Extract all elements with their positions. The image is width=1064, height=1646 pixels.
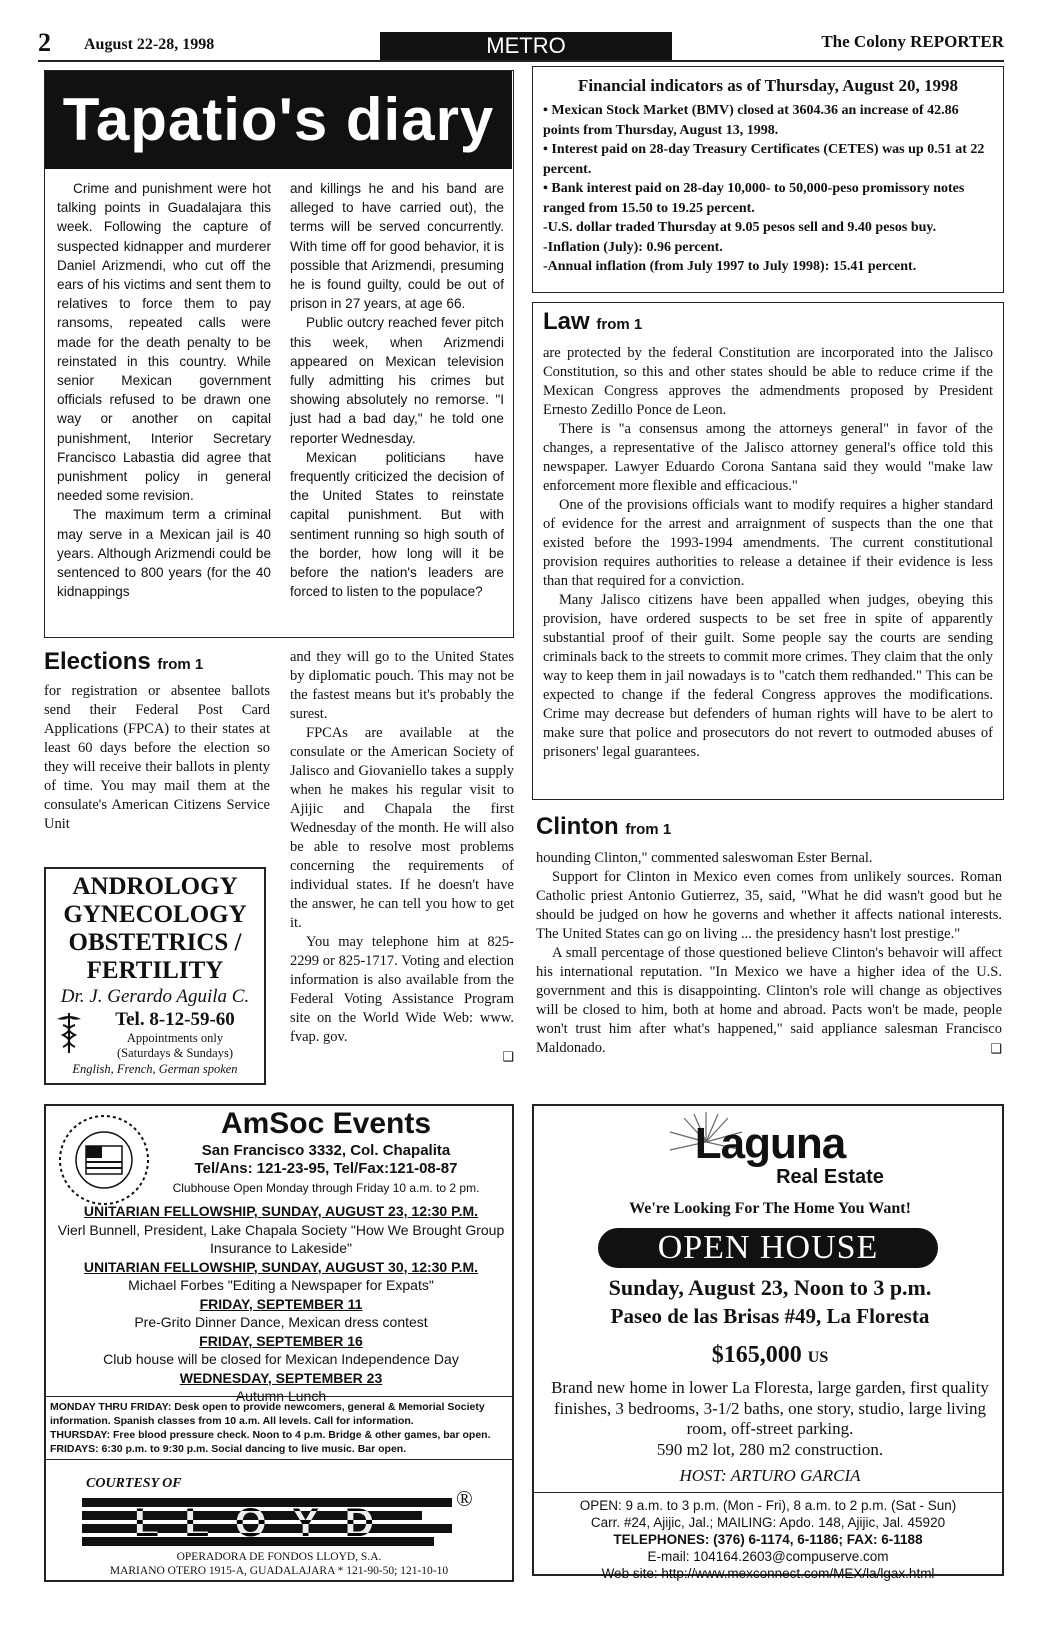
paragraph: for registration or absentee ballots send their Federal Post Card Applications (FPCA) to their states at least 60 days before the election so they will receive their ballots in plenty of time. You may mail them at the consulate's American Citizens Service Unit (44, 683, 270, 832)
lloyd-address: MARIANO OTERO 1915-A, GUADALAJARA * 121-90-50; 121-10-10 (109, 1565, 449, 1577)
open-house-where: Paseo de las Brisas #49, La Floresta (610, 1304, 930, 1328)
elections-column-2 (290, 648, 514, 1066)
financial-item: -U.S. dollar traded Thursday at 9.05 pesos sell and 9.40 pesos buy. (543, 220, 937, 235)
paper-name: The Colony REPORTER (821, 32, 1004, 51)
paragraph: Crime and punishment were hot talking points in Guadalajara this week. Following the capture of suspected kidnapper and murderer Daniel Arizmendi, who cut off the ears of his victims and sent them to relatives to force them to pay ransoms, repeated calls were made for the death penalty to be reinstated in this country. While senior Mexican government officials refused to be drawn one way or another on capital punishment, Interior Secretary Francisco Labastia did agree that punishment policy in general needed some revision. (57, 181, 271, 504)
elections-heading: Elections from 1 (44, 648, 204, 675)
event-desc: Autumn Lunch (235, 1388, 327, 1404)
office-email: E-mail: 104164.2603@compuserve.com (647, 1549, 889, 1564)
tapatio-column-2 (290, 179, 504, 601)
financial-indicators-box (532, 66, 1004, 293)
tapatio-title: Tapatio's diary (45, 71, 512, 169)
event-desc: Vierl Bunnell, President, Lake Chapala Society "How We Brought Group Insurance to Lakeside" (57, 1221, 505, 1256)
law-heading: Law from 1 (543, 308, 643, 335)
office-hours: OPEN: 9 a.m. to 3 p.m. (Mon - Fri), 8 a.m. to 2 p.m. (Sat - Sun) (579, 1498, 957, 1513)
office-phones: TELEPHONES: (376) 6-1174, 6-1186; FAX: 6-1188 (613, 1532, 923, 1547)
schedule-item: MONDAY THRU FRIDAY: Desk open to provide newcomers, general & Memorial Society information. Spanish classes from 10 a.m. All levels. Call for information. (50, 1401, 485, 1427)
laguna-real-estate-ad (532, 1104, 1004, 1581)
paragraph: Support for Clinton in Mexico even comes from unlikely sources. Roman Catholic priest Antonio Gutierrez, 35, said, "What he did wasn't good but he should be judged on how he governs and whether it affects national interests. The United States can go on living ... the presidency hasn't lost prestige." (536, 869, 1002, 942)
paragraph: One of the provisions officials want to modify requires a higher standard of evidence for the arrest and arraignment of suspects than the one that existed before the 1993-1994 amendments. The current constitutional provision requires authorities to release a detainee if their evidence is less than that required for a conviction. (543, 497, 993, 589)
paragraph: The maximum term a criminal may serve in a Mexican jail is 40 years. Although Arizmendi could be sentenced to 800 years (for the 40 kidnappings (57, 507, 271, 600)
event-desc: Pre-Grito Dinner Dance, Mexican dress contest (134, 1314, 428, 1330)
laguna-logo: Laguna (694, 1119, 846, 1168)
lloyd-wordmark: LLOYD (134, 1501, 400, 1545)
paragraph: and killings he and his band are alleged to have carried out), the terms will be served concurrently. With time off for good behavior, it is possible that Arizmendi, presuming he is found guilty, could be out of prison in 27 years, at age 66. (290, 181, 504, 312)
end-mark: ❑ (502, 1049, 514, 1064)
ad-appointments: Appointments only (126, 1031, 224, 1045)
financial-item: • Interest paid on 28-day Treasury Certificates (CETES) was up 0.51 at 22 percent. (543, 142, 985, 177)
tapatio-column-1 (57, 179, 271, 601)
laguna-contact (534, 1492, 1002, 1582)
event-date: WEDNESDAY, SEPTEMBER 23 (179, 1369, 383, 1386)
paragraph: A small percentage of those questioned believe Clinton's behavoir will affect his international reputation. "In Mexico we have a higher idea of the U.S. government and this is disappointing. Clinton's role will change as objectives will be closed to him, both at home and abroad. Pacts won't be made, people won't trust him after what's happened," said appliance salesman Francisco Maldonado. (536, 945, 1002, 1056)
page-number: 2 (38, 28, 51, 57)
paragraph: Many Jalisco citizens have been appalled when judges, obeying this provision, have ordered suspects to be set free in spite of apparently substantial proof of their guilt. Some people say the courts are sending criminals back to the streets to commit more crimes. They claim that the only way to keep them in jail nowadays is to "catch them redhanded." This can be expected to change if the federal Congress approves the modifications. Crime may decrease but defenders of human rights will have to be alert to make sure that police and prosecutors do not revert to outmoded abuses of prisoners' legal guarantees. (543, 592, 993, 760)
amsoc-events-list (54, 1202, 508, 1406)
law-body (543, 344, 993, 762)
lloyd-company: OPERADORA DE FONDOS LLOYD, S.A. (176, 1551, 382, 1563)
house-price: $165,000 US (711, 1342, 829, 1368)
lloyd-logo (82, 1498, 452, 1548)
andrology-ad (44, 867, 266, 1085)
financial-item: -Annual inflation (from July 1997 to July 1998): 15.41 percent. (543, 259, 917, 274)
paragraph: You may telephone him at 825-2299 or 825-1717. Voting and election information is also available from the Federal Voting Assistance Program site on the World Wide Web: www. fvap. gov. (290, 934, 514, 1045)
clinton-body (536, 849, 1002, 1058)
clinton-heading: Clinton from 1 (536, 813, 672, 840)
financial-item: • Bank interest paid on 28-day 10,000- to 50,000-peso promissory notes ranged from 15.50 to 19.25 percent. (543, 181, 965, 216)
amsoc-phone: Tel/Ans: 121-23-95, Tel/Fax:121-08-87 (194, 1160, 458, 1177)
office-website: Web site: http://www.mexconnect.com/MEX/la/lgax.html (601, 1566, 935, 1581)
house-size: 590 m2 lot, 280 m2 construction. (656, 1440, 884, 1459)
event-desc: Michael Forbes "Editing a Newspaper for Expats" (128, 1277, 434, 1293)
event-date: FRIDAY, SEPTEMBER 11 (199, 1295, 363, 1312)
paragraph: are protected by the federal Constitution are incorporated into the Jalisco Constitution, so this and other states should be able to reduce crime if the Mexican Congress approves the admendments proposed by President Ernesto Zedillo Ponce de Leon. (543, 345, 993, 418)
courtesy-label: COURTESY OF (86, 1476, 182, 1491)
schedule-item: FRIDAYS: 6:30 p.m. to 9:30 p.m. Social dancing to live music. Bar open. (50, 1443, 407, 1455)
issue-date: August 22-28, 1998 (84, 36, 215, 53)
paragraph: hounding Clinton," commented saleswoman Ester Bernal. (536, 850, 873, 866)
event-date: UNITARIAN FELLOWSHIP, SUNDAY, AUGUST 30, 12:30 P.M. (83, 1258, 479, 1275)
page-header (38, 28, 1004, 62)
laguna-subtitle: Real Estate (776, 1166, 884, 1188)
amsoc-events-ad (44, 1104, 514, 1582)
ad-languages: English, French, German spoken (72, 1062, 238, 1076)
paragraph: Mexican politicians have frequently criticized the decision of the United States to reinstate capital punishment. But with sentiment running so high south of the border, how long will it be before the nation's leaders are forced to listen to the populace? (290, 449, 504, 600)
law-article-box (532, 302, 1004, 800)
ad-phone: Tel. 8-12-59-60 (115, 1009, 235, 1030)
header-rule (38, 60, 1004, 62)
amsoc-schedule (46, 1396, 512, 1460)
financial-item: -Inflation (July): 0.96 percent. (543, 239, 723, 255)
financial-title: Financial indicators as of Thursday, August 20, 1998 (578, 76, 958, 95)
event-desc: Club house will be closed for Mexican Independence Day (103, 1351, 459, 1367)
financial-item: • Mexican Stock Market (BMV) closed at 3604.36 an increase of 42.86 points from Thursday, August 13, 1998. (543, 103, 959, 138)
section-label: METRO (380, 32, 672, 60)
amsoc-hours: Clubhouse Open Monday through Friday 10 a.m. to 2 pm. (172, 1181, 480, 1195)
amsoc-address: San Francisco 3332, Col. Chapalita (201, 1142, 451, 1159)
event-date: FRIDAY, SEPTEMBER 16 (199, 1332, 363, 1349)
paragraph: Public outcry reached fever pitch this week, when Arizmendi appeared on Mexican television fully admitting his crimes but showing absolutely no remorse. "I just had a bad day," he told one reporter Wednesday. (290, 315, 504, 446)
schedule-item: THURSDAY: Free blood pressure check. Noon to 4 p.m. Bridge & other games, bar open. (50, 1429, 491, 1441)
open-house-banner: OPEN HOUSE (598, 1228, 938, 1268)
paragraph: There is "a consensus among the attorneys general" in favor of the changes, a representative of the Jalisco attorney general's office told this newspaper. Lawyer Eduardo Corona Santana said they would "make law enforcement more flexible and efficacious." (543, 421, 993, 494)
caduceus-icon (54, 1011, 84, 1055)
paragraph: and they will go to the United States by diplomatic pouch. This may not be the fastest means but it's probably the surest. (290, 649, 514, 722)
clinton-article (536, 812, 1002, 1092)
house-host: HOST: ARTURO GARCIA (679, 1466, 861, 1485)
doctor-name: Dr. J. Gerardo Aguila C. (60, 986, 250, 1007)
paragraph: FPCAs are available at the consulate or the American Society of Jalisco and Giovaniello takes a supply when he makes his regular visit to Ajijic and Chapala the first Wednesday of the month. He will also be able to resolve most problems concerning the requirements of individual states. If he doesn't have the answer, he can tell you how to get it. (290, 725, 514, 931)
end-mark: ❑ (990, 1041, 1002, 1056)
amsoc-title: AmSoc Events (220, 1107, 432, 1140)
ad-days: (Saturdays & Sundays) (117, 1046, 233, 1060)
registered-mark: ® (456, 1486, 473, 1511)
laguna-tagline: We're Looking For The Home You Want! (629, 1200, 911, 1217)
event-date: UNITARIAN FELLOWSHIP, SUNDAY, AUGUST 23, 12:30 P.M. (83, 1203, 479, 1219)
open-house-when: Sunday, August 23, Noon to 3 p.m. (608, 1275, 932, 1300)
office-address: Carr. #24, Ajijic, Jal.; MAILING: Apdo. 148, Ajijic, Jal. 45920 (590, 1515, 946, 1530)
ad-specialties: ANDROLOGY GYNECOLOGY OBSTETRICS / FERTILITY (63, 873, 247, 984)
elections-column-1 (44, 682, 270, 834)
house-description: Brand new home in lower La Floresta, large garden, first quality finishes, 3 bedrooms, 3-1/2 baths, one story, studio, large living room, off-street parking. (551, 1378, 989, 1438)
tapatio-diary-box (44, 70, 514, 638)
